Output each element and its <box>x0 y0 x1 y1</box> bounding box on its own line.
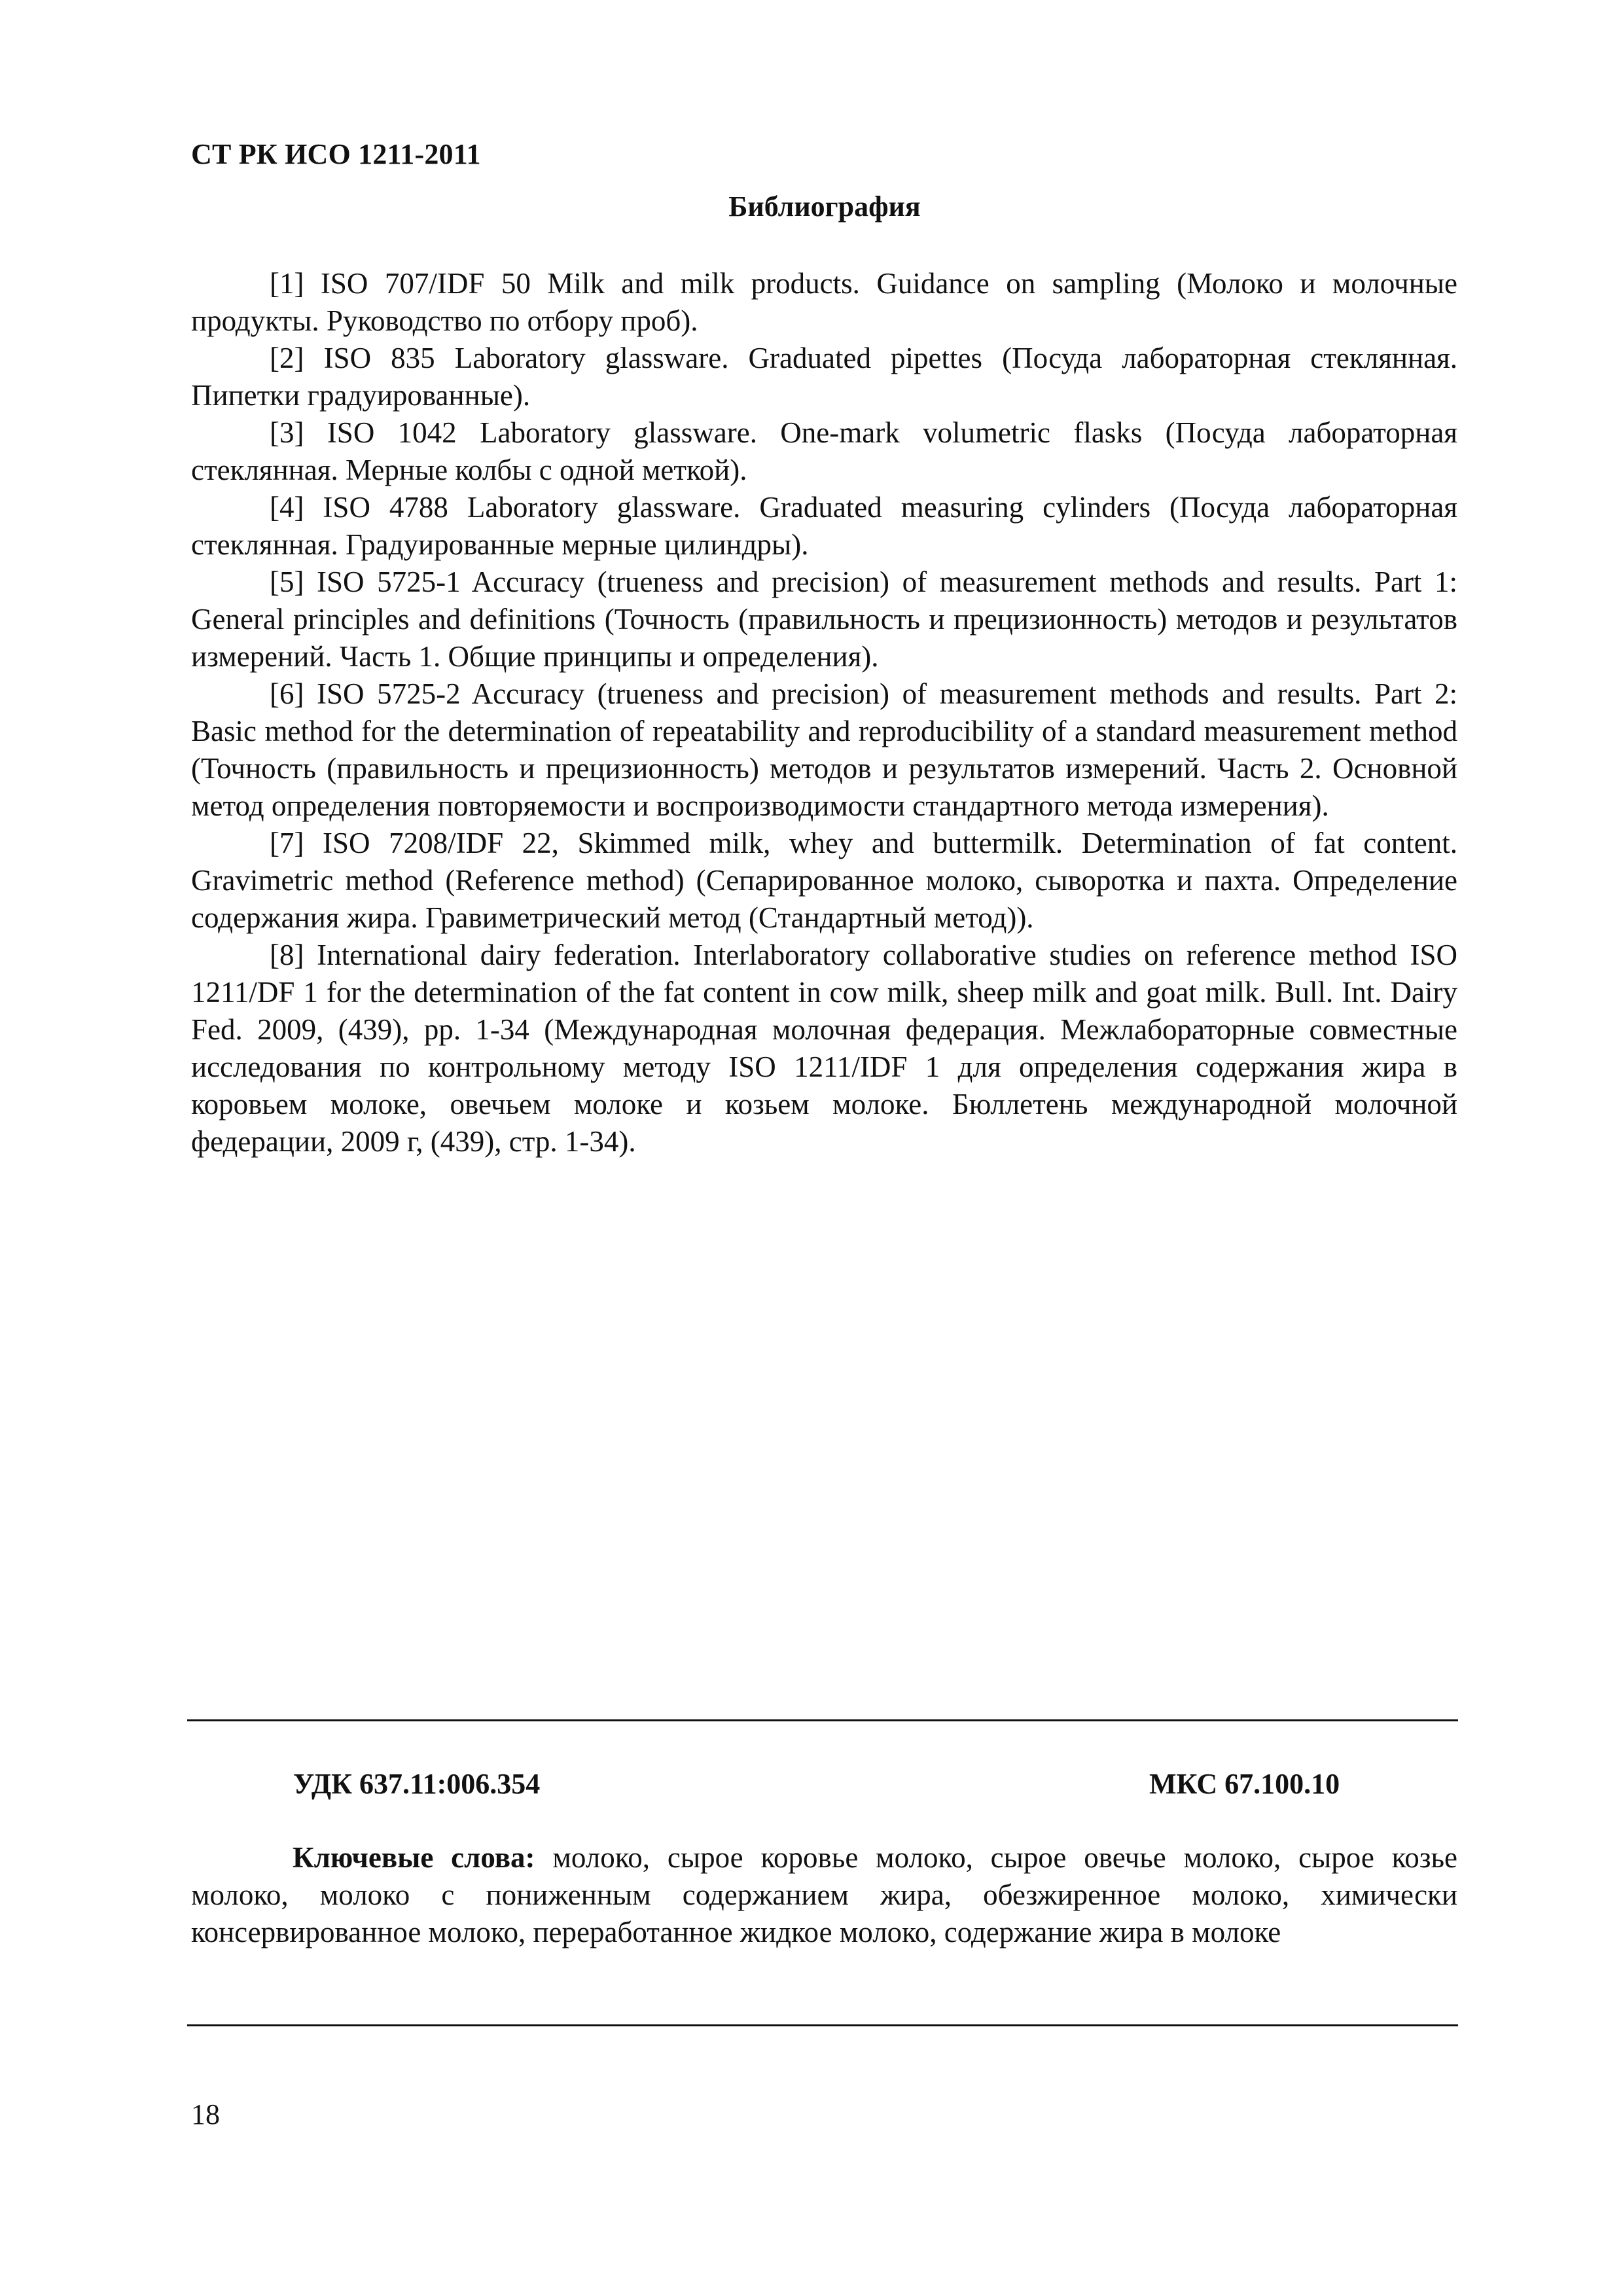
keywords-text: молоко, сырое коровье молоко, сырое овечье молоко, сырое козье молоко, молоко с пониженным содержанием жира, обезжиренное молоко, химически консервированное молоко, переработанное жидкое молоко, содержание жира в молоке <box>191 1841 1457 1948</box>
udc-code: УДК 637.11:006.354 <box>293 1768 541 1800</box>
document-code: СТ РК ИСО 1211-2011 <box>191 138 481 170</box>
ics-code: МКС 67.100.10 <box>1149 1768 1340 1800</box>
footer-bottom-divider <box>187 2024 1458 2026</box>
page-number: 18 <box>191 2098 220 2130</box>
keywords-paragraph <box>191 1839 1457 1951</box>
footer-top-divider <box>187 1719 1458 1721</box>
bibliography-item: [8] International dairy federation. Interlaboratory collaborative studies on reference method ISO 1211/DF 1 for the determination of the fat content in cow milk, sheep milk and goat milk. Bull. Int. Dairy Fed. 2009, (439), pp. 1-34 (Международная молочная федерация. Межлабораторные совместные исследования по контрольному методу ISO 1211/IDF 1 для определения содержания жира в коровьем молоке, овечьем молоке и козьем молоке. Бюллетень международной молочной федерации, 2009 г, (439), стр. 1-34). <box>191 939 1457 1158</box>
bibliography-title: Библиография <box>728 190 921 223</box>
bibliography-item: [5] ISO 5725-1 Accuracy (trueness and precision) of measurement methods and results. Part 1: General principles and definitions (Точность (правильность и прецизионность) методов и результатов измерений. Часть 1. Общие принципы и определения). <box>191 565 1457 673</box>
bibliography-item: [4] ISO 4788 Laboratory glassware. Graduated measuring cylinders (Посуда лабораторная стеклянная. Градуированные мерные цилиндры). <box>191 491 1457 561</box>
bibliography-item: [1] ISO 707/IDF 50 Milk and milk products. Guidance on sampling (Молоко и молочные продукты. Руководство по отбору проб). <box>191 267 1457 337</box>
bibliography-item: [7] ISO 7208/IDF 22, Skimmed milk, whey and buttermilk. Determination of fat content. Gravimetric method (Reference method) (Сепарированное молоко, сыворотка и пахта. Определение содержания жира. Гравиметрический метод (Стандартный метод)). <box>191 827 1457 934</box>
bibliography-list <box>191 265 1457 1160</box>
keywords-label: Ключевые слова: <box>293 1841 535 1874</box>
bibliography-item: [3] ISO 1042 Laboratory glassware. One-mark volumetric flasks (Посуда лабораторная стеклянная. Мерные колбы с одной меткой). <box>191 416 1457 486</box>
bibliography-item: [6] ISO 5725-2 Accuracy (trueness and precision) of measurement methods and results. Part 2: Basic method for the determination of repeatability and reproducibility of a standard measurement method (Точность (правильность и прецизионность) методов и результатов измерений. Часть 2. Основной метод определения повторяемости и воспроизводимости стандартного метода измерения). <box>191 677 1457 822</box>
bibliography-item: [2] ISO 835 Laboratory glassware. Graduated pipettes (Посуда лабораторная стеклянная. Пипетки градуированные). <box>191 342 1457 412</box>
